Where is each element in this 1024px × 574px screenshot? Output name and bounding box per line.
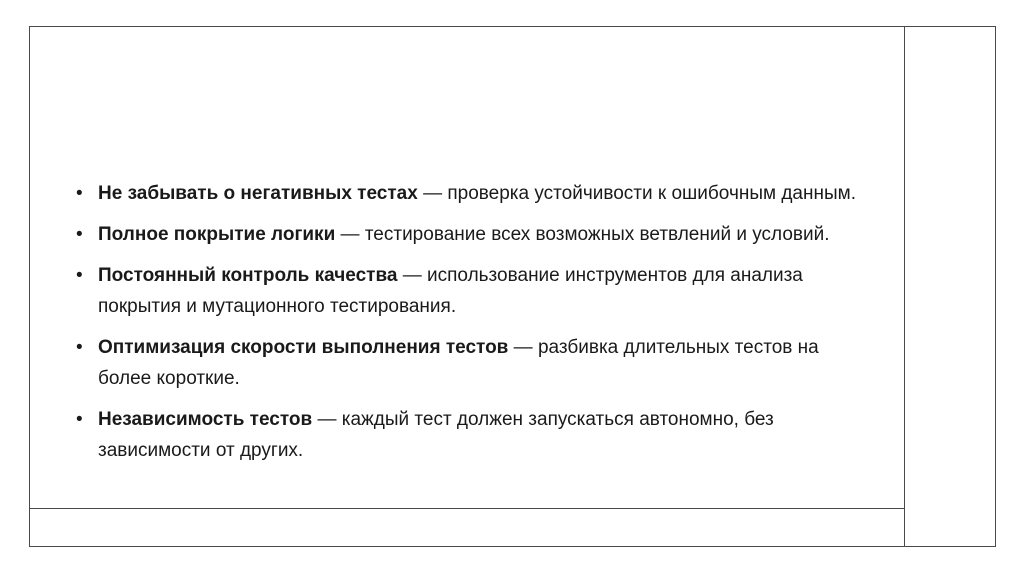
bullet-separator: —: [417, 183, 448, 204]
bullet-description: разбивка длительных тестов на более короткие.: [98, 337, 819, 389]
bullet-separator: —: [335, 224, 365, 245]
bullet-description: использование инструментов для анализа покрытия и мутационного тестирования.: [98, 265, 803, 317]
bullet-description: проверка устойчивости к ошибочным данным.: [447, 183, 856, 204]
list-item: [74, 404, 874, 466]
list-item: [74, 260, 874, 322]
footer-divider: [29, 508, 905, 509]
bullet-term: Не забывать о негативных тестах: [98, 183, 418, 204]
bullet-separator: —: [312, 409, 342, 430]
list-item: [74, 178, 874, 209]
list-item: [74, 219, 874, 250]
bullet-icon: •: [76, 265, 83, 286]
bullet-separator: —: [397, 265, 428, 286]
bullet-icon: •: [76, 409, 83, 430]
bullet-list: [74, 178, 874, 476]
bullet-term: Оптимизация скорости выполнения тестов: [98, 337, 509, 358]
bullet-icon: •: [76, 337, 83, 358]
side-frame: [904, 26, 996, 547]
bullet-term: Независимость тестов: [98, 409, 313, 430]
bullet-separator: —: [508, 337, 538, 358]
bullet-icon: •: [76, 183, 83, 204]
bullet-description: каждый тест должен запускаться автономно, без зависимости от других.: [98, 409, 774, 461]
bullet-term: Постоянный контроль качества: [98, 265, 398, 286]
bullet-icon: •: [76, 224, 83, 245]
bullet-description: тестирование всех возможных ветвлений и условий.: [364, 224, 830, 245]
list-item: [74, 332, 874, 394]
bullet-term: Полное покрытие логики: [98, 224, 336, 245]
